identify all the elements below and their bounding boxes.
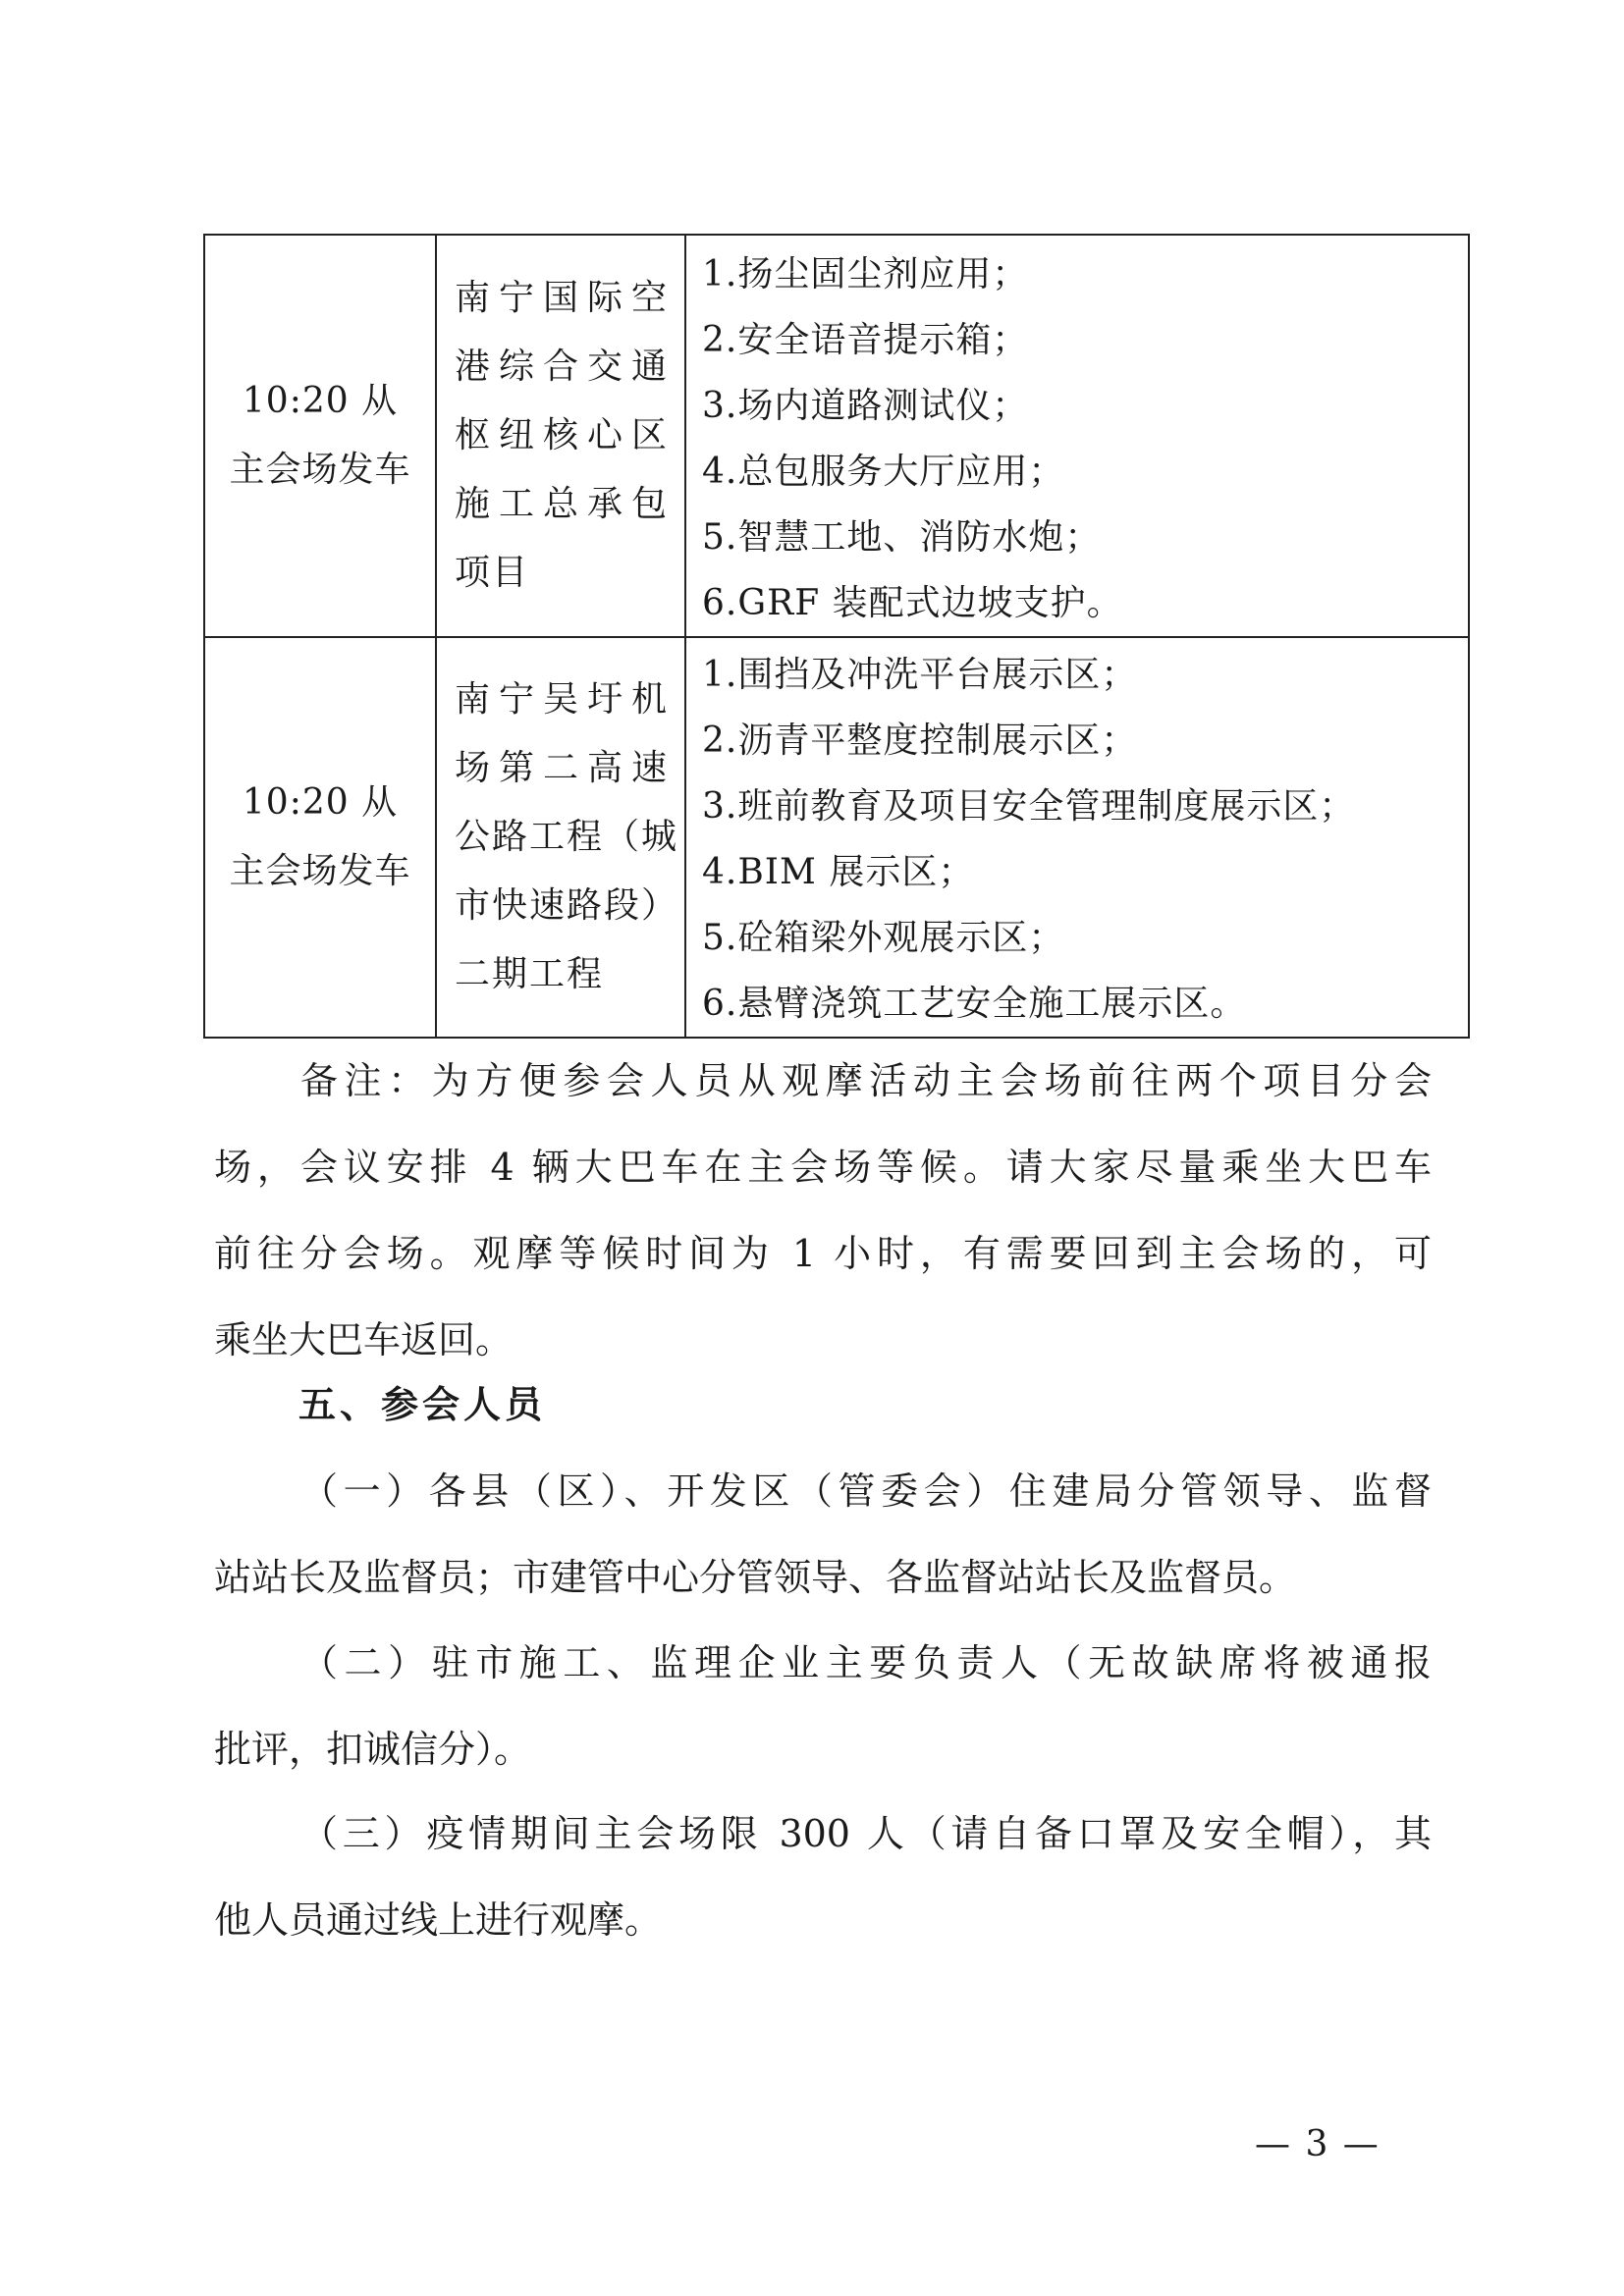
project-name-line: 南宁国际空	[455, 278, 669, 318]
list-item: 4.总包服务大厅应用；	[702, 452, 1065, 492]
departure-time-cell	[204, 637, 436, 1038]
paragraph-line: 批评，扣诚信分）。	[214, 1728, 532, 1771]
list-item: 1.扬尘固尘剂应用；	[702, 254, 1029, 294]
project-name-cell	[436, 235, 685, 637]
paragraph-line: 场，会议安排 4 辆大巴车在主会场等候。请大家尽量乘坐大巴车	[214, 1146, 1432, 1189]
list-item: 3.班前教育及项目安全管理制度展示区；	[702, 786, 1356, 827]
attendee-paragraph	[214, 1620, 1432, 1792]
exhibit-items-list	[702, 236, 1452, 636]
departure-time-line: 10:20 从	[242, 381, 399, 421]
project-name-line: 枢纽核心区	[455, 415, 669, 455]
paragraph-line: 乘坐大巴车返回。	[214, 1318, 514, 1362]
project-name-line: 市快速路段）	[455, 885, 679, 926]
attendee-paragraph	[214, 1448, 1432, 1621]
note-paragraph	[214, 1038, 1432, 1383]
paragraph-line: （三）疫情期间主会场限 300 人（请自备口罩及安全帽），其	[300, 1812, 1432, 1855]
paragraph-line: （一）各县（区）、开发区（管委会）住建局分管领导、监督	[300, 1469, 1432, 1513]
project-name-line: 港综合交通	[455, 347, 669, 387]
project-name-cell	[436, 637, 685, 1038]
paragraph-line: 站站长及监督员；市建管中心分管领导、各监督站站长及监督员。	[214, 1556, 1297, 1599]
project-name-line: 施工总承包	[455, 484, 669, 524]
list-item: 2.沥青平整度控制展示区；	[702, 721, 1138, 761]
table-row	[204, 235, 1469, 637]
project-name-line: 南宁吴圩机	[455, 679, 669, 720]
list-item: 5.砼箱梁外观展示区；	[702, 918, 1065, 958]
departure-time-cell	[204, 235, 436, 637]
departure-time-line: 主会场发车	[229, 450, 411, 490]
list-item: 1.围挡及冲洗平台展示区；	[702, 655, 1138, 695]
list-item: 3.场内道路测试仪；	[702, 386, 1029, 426]
exhibit-items-cell	[685, 235, 1469, 637]
page-number: — 3 —	[1255, 2124, 1380, 2164]
list-item: 6.悬臂浇筑工艺安全施工展示区。	[702, 984, 1247, 1024]
paragraph-line: 他人员通过线上进行观摩。	[214, 1898, 663, 1942]
project-name-line: 项目	[455, 553, 530, 593]
paragraph-line: 前往分会场。观摩等候时间为 1 小时，有需要回到主会场的，可	[214, 1232, 1432, 1275]
paragraph-line: （二）驻市施工、监理企业主要负责人（无故缺席将被通报	[300, 1641, 1432, 1684]
exhibit-items-cell	[685, 637, 1469, 1038]
exhibit-items-list	[702, 638, 1452, 1037]
section-heading: 五、参会人员	[298, 1383, 547, 1426]
paragraph-line: 备注：为方便参会人员从观摩活动主会场前往两个项目分会	[300, 1059, 1432, 1102]
list-item: 2.安全语音提示箱；	[702, 320, 1029, 360]
departure-time-line: 主会场发车	[229, 851, 411, 891]
project-name-line: 二期工程	[455, 954, 605, 994]
table-row	[204, 637, 1469, 1038]
list-item: 4.BIM 展示区；	[702, 852, 975, 892]
list-item: 5.智慧工地、消防水炮；	[702, 517, 1102, 558]
schedule-table	[203, 234, 1470, 1039]
list-item: 6.GRF 装配式边坡支护。	[702, 583, 1123, 623]
attendee-paragraph	[214, 1790, 1432, 1963]
project-name-line: 场第二高速	[455, 748, 669, 788]
project-name-line: 公路工程（城	[455, 817, 679, 857]
departure-time-line: 10:20 从	[242, 782, 399, 823]
